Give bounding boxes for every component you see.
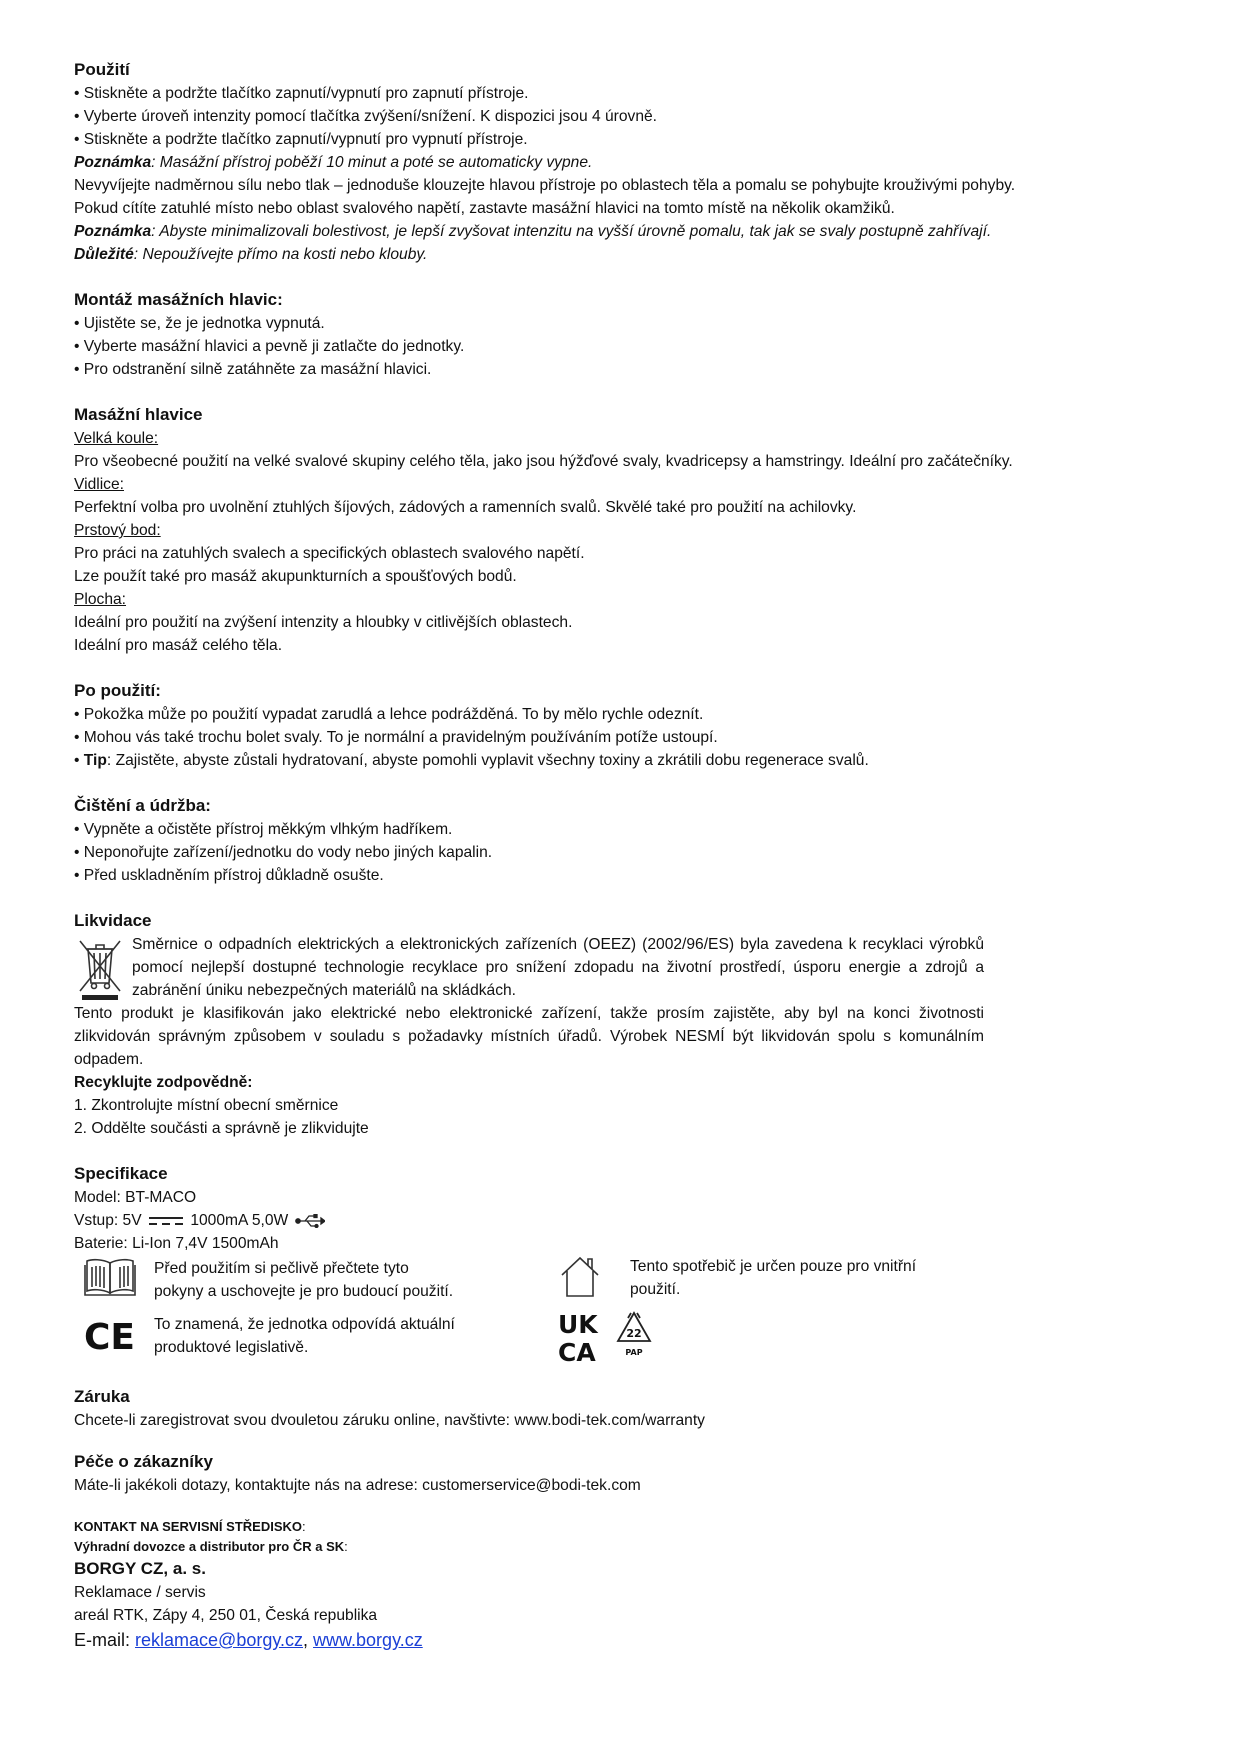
distributor-heading: [74, 1537, 1174, 1557]
ce-text-line: To znamená, že jednotka odpovídá aktuální: [154, 1316, 455, 1333]
ce-mark: CE: [84, 1317, 136, 1357]
ce-text-line: produktové legislativě.: [154, 1339, 309, 1356]
head-name: Plocha:: [74, 591, 127, 608]
contact-address: areál RTK, Zápy 4, 250 01, Česká republika: [74, 1607, 378, 1624]
note-text: : Abyste minimalizovali bolestivost, je lepší zvyšovat intenzitu na vyšší úrovně pomalu, tak jak se svaly postupně zahřívají.: [151, 223, 992, 240]
indoor-symbol: [558, 1255, 916, 1301]
assembly-bullet: • Pro odstranění silně zatáhněte za masážní hlavici.: [74, 361, 432, 378]
dc-symbol-icon: [148, 1215, 184, 1227]
recycle-title: Recyklujte zodpovědně:: [74, 1074, 253, 1091]
ce-symbol: [84, 1313, 455, 1359]
care-text: Máte-li jakékoli dotazy, kontaktujte nás na adrese: customerservice@bodi-tek.com: [74, 1477, 641, 1494]
manual-text: [154, 1257, 453, 1303]
usage-title: Použití: [74, 60, 130, 79]
after-bullet: • Mohou vás také trochu bolet svaly. To je normální a pravidelným používáním potíže ustoupí.: [74, 729, 718, 746]
usage-bullet: • Stiskněte a podržte tlačítko zapnutí/vypnutí pro vypnutí přístroje.: [74, 131, 528, 148]
document-page: [74, 58, 1174, 1653]
contact-heading-text: KONTAKT NA SERVISNÍ STŘEDISKO: [74, 1519, 303, 1534]
colon: :: [344, 1539, 348, 1554]
recycling-pap-icon: [614, 1309, 654, 1363]
ukca-mark-icon: [558, 1309, 610, 1363]
usage-important: [74, 243, 1174, 266]
cleaning-bullet: • Před uskladněním přístroj důkladně osušte.: [74, 867, 384, 884]
tip-text: : Zajistěte, abyste zůstali hydratovaní, abyste pomohli vyplavit všechny toxiny a zkrátili dobu regenerace svalů.: [106, 752, 869, 769]
head-description: Perfektní volba pro uvolnění ztuhlých šíjových, zádových a ramenních svalů. Skvělé také pro použití na achilovky.: [74, 499, 857, 516]
usage-bullet: • Stiskněte a podržte tlačítko zapnutí/vypnutí pro zapnutí přístroje.: [74, 85, 529, 102]
indoor-text-line: použití.: [630, 1281, 681, 1298]
recycle-step: 1. Zkontrolujte místní obecní směrnice: [74, 1097, 339, 1114]
head-name: Prstový bod:: [74, 522, 161, 539]
after-tip: [74, 749, 1174, 772]
important-label: Důležité: [74, 246, 134, 263]
cleaning-bullet: • Vypněte a očistěte přístroj měkkým vlhkým hadříkem.: [74, 821, 453, 838]
company-name: BORGY CZ, a. s.: [74, 1559, 206, 1578]
note-label: Poznámka: [74, 223, 152, 240]
pap-number: 22: [626, 1327, 642, 1340]
recycle-step: 2. Oddělte součásti a správně je zlikvidujte: [74, 1120, 369, 1137]
ce-text: [154, 1313, 455, 1359]
cleaning-bullet: • Neponořujte zařízení/jednotku do vody nebo jiných kapalin.: [74, 844, 493, 861]
house-icon: [558, 1255, 602, 1299]
disposal-title: Likvidace: [74, 911, 152, 930]
warranty-text: Chcete-li zaregistrovat svou dvouletou záruku online, navštivte: www.bodi-tek.com/warranty: [74, 1412, 705, 1429]
contact-dept: Reklamace / servis: [74, 1584, 206, 1601]
manual-text-line: Před použitím si pečlivě přečtete tyto: [154, 1260, 409, 1277]
usage-bullet: • Vyberte úroveň intenzity pomocí tlačítka zvýšení/snížení. K dispozici jsou 4 úrovně.: [74, 108, 657, 125]
input-voltage: Vstup: 5V: [74, 1212, 142, 1229]
usage-note: [74, 151, 1174, 174]
usb-icon: [295, 1214, 325, 1228]
head-name: Vidlice:: [74, 476, 124, 493]
usage-paragraph: Nevyvíjejte nadměrnou sílu nebo tlak – jednoduše klouzejte hlavou přístroje po oblastech těla a pomalu se pohybujte krouživými pohyby.: [74, 177, 1016, 194]
usage-paragraph: Pokud cítíte zatuhlé místo nebo oblast svalového napětí, zastavte masážní hlavici na tomto místě na několik okamžiků.: [74, 200, 895, 217]
specs-title: Specifikace: [74, 1164, 168, 1183]
head-name: Velká koule:: [74, 430, 159, 447]
pap-label: PAP: [625, 1348, 643, 1357]
ce-mark-icon: [84, 1313, 136, 1357]
after-title: Po použití:: [74, 681, 161, 700]
input-rating: 1000mA 5,0W: [190, 1212, 289, 1229]
contact-heading: [74, 1517, 1174, 1537]
email-link[interactable]: reklamace@borgy.cz: [135, 1630, 304, 1650]
contact-email-line: [74, 1627, 1174, 1653]
spec-symbols: [74, 1255, 1174, 1367]
tip-label: Tip: [83, 752, 107, 769]
weee-block: [74, 933, 1174, 1002]
usage-note: [74, 220, 1174, 243]
colon: :: [302, 1519, 306, 1534]
manual-text-line: pokyny a uschovejte je pro budoucí použití.: [154, 1283, 454, 1300]
assembly-bullet: • Vyberte masážní hlavici a pevně ji zatlačte do jednotky.: [74, 338, 465, 355]
head-description: Pro všeobecné použití na velké svalové skupiny celého těla, jako jsou hýžďové svaly, kvadricepsy a hamstringy. Ideální pro začátečníky.: [74, 453, 1013, 470]
head-description: Ideální pro masáž celého těla.: [74, 637, 283, 654]
head-description: Ideální pro použití na zvýšení intenzity a hloubky v citlivějších oblastech.: [74, 614, 573, 631]
distributor-heading-text: Výhradní dovozce a distributor pro ČR a SK: [74, 1539, 345, 1554]
ukca-top: UK: [558, 1310, 598, 1339]
open-book-icon: [84, 1257, 136, 1297]
ukca-pap-symbols: [558, 1309, 654, 1363]
separator: ,: [303, 1630, 314, 1650]
note-text: : Masážní přístroj poběží 10 minut a poté se automaticky vypne.: [151, 154, 593, 171]
note-label: Poznámka: [74, 154, 152, 171]
indoor-text-line: Tento spotřebič je určen pouze pro vnitřní: [630, 1258, 917, 1275]
care-title: Péče o zákazníky: [74, 1452, 213, 1471]
weee-paragraph: Směrnice o odpadních elektrických a elektronických zařízeních (OEEZ) (2002/96/ES) byla zavedena k recyklaci výrobků pomocí nejlepší dostupné technologie recyklace pro snížení zdopadu na životní prostředí, úsporu energie a zdrojů a zabránění úniku nebezpečných materiálů na skládkách.: [132, 936, 984, 999]
assembly-bullet: • Ujistěte se, že je jednotka vypnutá.: [74, 315, 325, 332]
web-link[interactable]: www.borgy.cz: [313, 1630, 423, 1650]
indoor-text: [630, 1255, 916, 1301]
disposal-paragraph: Tento produkt je klasifikován jako elektrické nebo elektronické zařízení, takže prosím zajistěte, aby byl na konci životnosti zlikvidován správným způsobem v souladu s požadavky místních úřadů. Výrobek NESMÍ být likvidován spolu s komunálním odpadem.: [74, 1005, 984, 1068]
spec-model: Model: BT-MACO: [74, 1189, 197, 1206]
bullet-prefix: •: [74, 752, 84, 769]
after-bullet: • Pokožka může po použití vypadat zarudlá a lehce podrážděná. To by mělo rychle odeznít.: [74, 706, 704, 723]
warranty-title: Záruka: [74, 1387, 130, 1406]
assembly-title: Montáž masážních hlavic:: [74, 290, 283, 309]
head-description: Lze použít také pro masáž akupunkturních a spoušťových bodů.: [74, 568, 517, 585]
crossed-bin-icon: [74, 935, 126, 1001]
manual-symbol: [84, 1257, 453, 1303]
spec-input: [74, 1209, 1174, 1232]
email-label: E-mail:: [74, 1630, 136, 1650]
cleaning-title: Čištění a údržba:: [74, 796, 211, 815]
heads-title: Masážní hlavice: [74, 405, 203, 424]
ukca-bottom: CA: [558, 1338, 596, 1363]
important-text: : Nepoužívejte přímo na kosti nebo klouby.: [133, 246, 428, 263]
head-description: Pro práci na zatuhlých svalech a specifických oblastech svalového napětí.: [74, 545, 585, 562]
spec-battery: Baterie: Li-Ion 7,4V 1500mAh: [74, 1235, 279, 1252]
